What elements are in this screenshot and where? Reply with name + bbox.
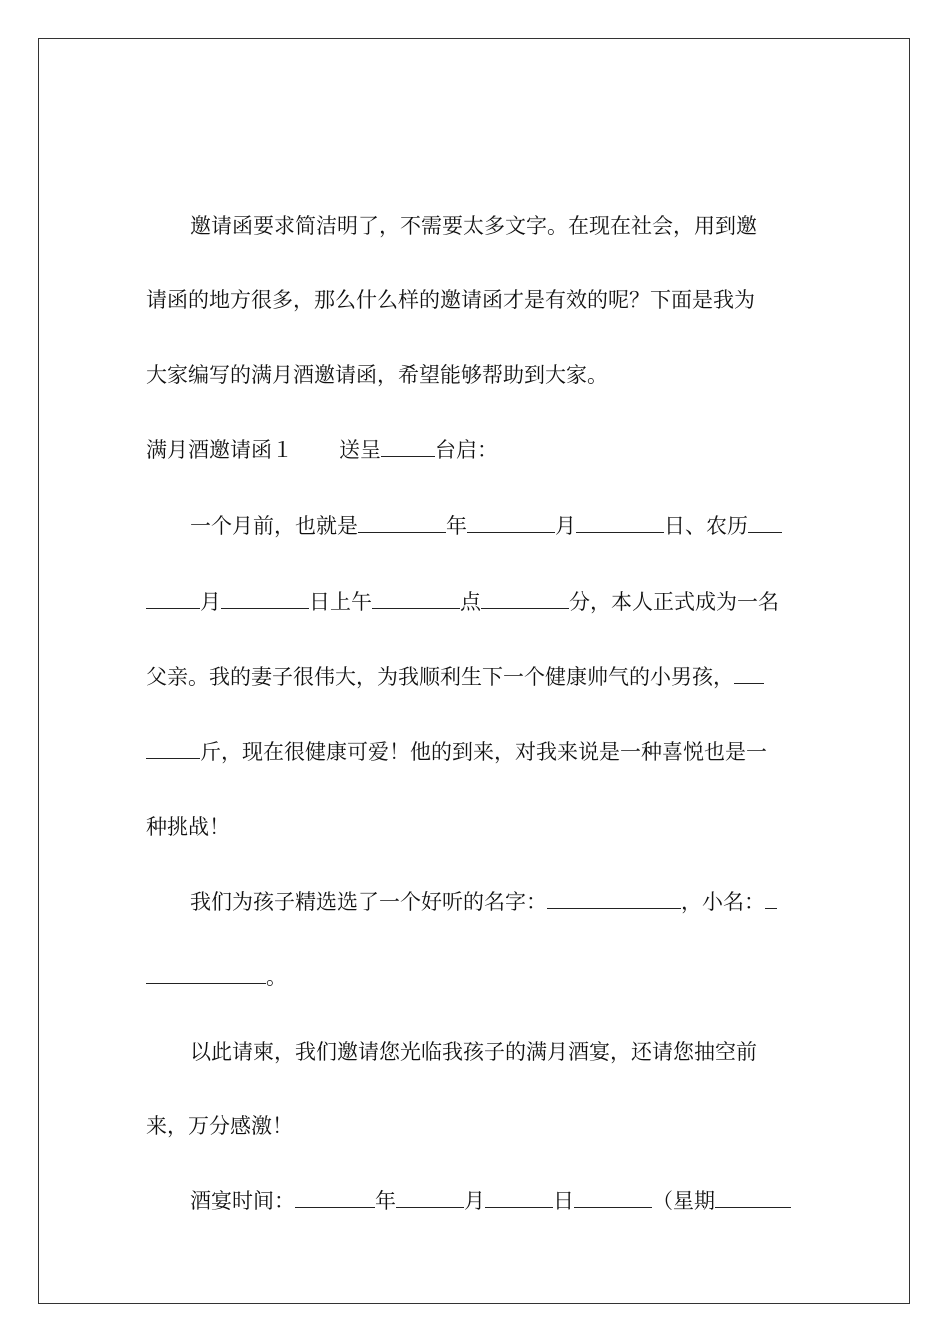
month-blank [467, 514, 555, 533]
year-blank [358, 514, 446, 533]
intro-line-2: 请函的地方很多，那么什么样的邀请函才是有效的呢？下面是我为 [146, 288, 755, 312]
birth-text: 年 [446, 514, 467, 538]
banquet-text: 酒宴时间： [190, 1189, 295, 1213]
address-suffix: 台启： [435, 438, 498, 462]
day-blank [576, 514, 664, 533]
birth-text: 月 [555, 514, 576, 538]
letter-heading [146, 436, 806, 464]
birth-line-2 [146, 588, 806, 616]
banquet-text: 月 [464, 1189, 485, 1213]
banquet-line [146, 1187, 806, 1215]
banquet-text: （星期 [652, 1189, 715, 1213]
birth-text: 日、农历 [664, 514, 748, 538]
birth-text: 日上午 [309, 590, 372, 614]
nickname-blank [765, 890, 777, 909]
address-prefix: 送呈 [339, 438, 381, 462]
naming-text: 。 [266, 965, 287, 989]
invite-line-1: 以此请柬，我们邀请您光临我孩子的满月酒宴，还请您抽空前 [190, 1040, 757, 1064]
naming-text: ，小名： [681, 890, 765, 914]
birth-text: 父亲。我的妻子很伟大，为我顺利生下一个健康帅气的小男孩， [146, 665, 734, 689]
minute-blank [481, 590, 569, 609]
birth-line-5: 种挑战！ [146, 815, 230, 839]
lunar-blank-cont [146, 590, 200, 609]
invite-line-2: 来，万分感激！ [146, 1114, 293, 1138]
weight-blank [734, 665, 764, 684]
intro-line-3: 大家编写的满月酒邀请函，希望能够帮助到大家。 [146, 363, 608, 387]
intro-line-1: 邀请函要求简洁明了，不需要太多文字。在现在社会，用到邀 [190, 214, 757, 238]
naming-line-2 [146, 963, 806, 991]
birth-line-4 [146, 738, 806, 766]
birth-line-3 [146, 663, 806, 691]
weekday-blank [715, 1189, 791, 1208]
banquet-text: 日 [553, 1189, 574, 1213]
birth-line-1 [146, 512, 806, 540]
letter-title: 满月酒邀请函１ [146, 438, 293, 462]
birth-text: 一个月前，也就是 [190, 514, 358, 538]
nickname-blank-cont [146, 965, 266, 984]
naming-line-1 [146, 888, 806, 916]
banquet-year-blank [295, 1189, 375, 1208]
weight-blank-cont [146, 740, 200, 759]
birth-text: 点 [460, 590, 481, 614]
birth-text: 分，本人正式成为一名 [569, 590, 779, 614]
birth-text: 斤，现在很健康可爱！他的到来，对我来说是一种喜悦也是一 [200, 740, 767, 764]
recipient-blank [381, 438, 435, 457]
banquet-month-blank [396, 1189, 464, 1208]
lunar-day-blank [221, 590, 309, 609]
banquet-text: 年 [375, 1189, 396, 1213]
name-blank [547, 890, 681, 909]
lunar-blank [748, 514, 782, 533]
birth-text: 月 [200, 590, 221, 614]
banquet-time-blank [574, 1189, 652, 1208]
naming-text: 我们为孩子精选选了一个好听的名字： [190, 890, 547, 914]
banquet-day-blank [485, 1189, 553, 1208]
hour-blank [372, 590, 460, 609]
